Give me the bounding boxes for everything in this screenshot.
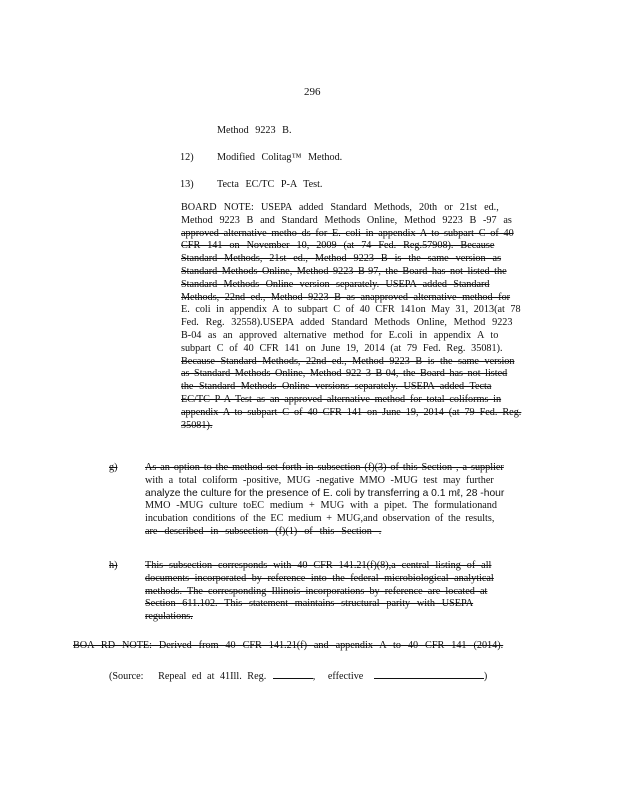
board-note-line: the Standard Methods Online versions separately. USEPA added Tecta [181,381,492,393]
subsection-g-line: are described in subsection (f)(1) of this Section . [145,525,382,537]
source-close: ) [483,671,488,682]
subsection-g-label: g) [109,462,118,473]
subsection-g-line: incubation conditions of the EC medium + MUG,and observation of the results, [145,513,495,525]
board-note-line: Standard Methods Online version separately. USEPA added Standard [181,278,490,290]
subsection-h-line: This subsection corresponds with 40 CFR 141.21(f)(8),a central listing of all [145,560,492,571]
method-9223b-line: Method 9223 B. [217,125,292,136]
subsection-g-line: with a total coliform -positive, MUG -negative MMO -MUG test may further [145,474,494,486]
subsection-g-line: analyze the culture for the presence of E. coli by transferring a 0.1 mℓ, 28 -hour [145,487,505,499]
subsection-g-line: MMO -MUG culture toEC medium + MUG with a pipet. The formulationand [145,500,497,512]
board-note-line: appendix A to subpart C of 40 CFR 141 on June 19, 2014 (at 79 Fed. Reg. [181,406,522,418]
page-number: 296 [304,86,321,98]
item-12-text: Modified Colitag™ Method. [217,152,343,163]
board-note-line: Standard Methods, 21st ed., Method 9223 B is the same version as [181,253,502,265]
source-comma: , [312,671,316,682]
source-line [109,668,487,682]
board-note-line: Methods, 22nd ed., Method 9223 B as anapproved alternative method for [181,291,511,303]
subsection-h-label: h) [109,560,118,571]
source-open: (Source: [109,671,144,682]
source-repeal: Repeal ed at 41Ill. Reg. [158,671,267,682]
board-note-line: as Standard Methods Online, Method 922 3 B-04, the Board has not listed [181,368,508,380]
board-note-line: B-04 as an approved alternative method for E.coli in appendix A to [181,329,499,341]
item-12-number: 12) [180,152,194,163]
subsection-h-line: regulations. [145,611,193,623]
board-note-final: BOA RD NOTE: Derived from 40 CFR 141.21(f) and appendix A to 40 CFR 141 (2014). [73,640,504,651]
subsection-g-line: As an option to the method set forth in subsection (f)(3) of this Section , a supplier [145,462,504,473]
subsection-h-line: documents incorporated by reference into the federal microbiological analytical [145,572,494,584]
board-note-line: approved alternative metho ds for E. coli in appendix A to subpart C of 40 [181,227,514,239]
board-note-line: CFR 141 on November 10, 2009 (at 74 Fed. Reg.57908). Because [181,240,495,252]
board-note-line: subpart C of 40 CFR 141 on June 19, 2014 (at 79 Fed. Reg. 35081). [181,342,503,354]
board-note-line: EC/TC P-A Test as an approved alternative method for total coliforms in [181,393,502,405]
item-13-number: 13) [180,179,194,190]
subsection-h-body [145,560,545,624]
board-note-line: Because Standard Methods, 22nd ed., Method 9223 B is the same version [181,355,515,367]
board-note-line: E. coli in appendix A to subpart C of 40 CFR 141on May 31, 2013(at 78 [181,304,521,316]
board-note-line: Standard Methods Online, Method 9223 B-97, the Board has not listed the [181,265,507,277]
board-note-line: 35081). [181,419,213,431]
board-note-line: Fed. Reg. 32558).USEPA added Standard Methods Online, Method 9223 [181,317,513,329]
item-13-text: Tecta EC/TC P-A Test. [217,179,323,190]
board-note-line: Method 9223 B and Standard Methods Online, Method 9223 B -97 as [181,214,512,226]
subsection-h-line: Section 611.102. This statement maintains structural parity with USEPA [145,598,474,610]
subsection-h-line: methods. The corresponding Illinois incorporations by reference are located at [145,585,488,597]
register-page-blank [273,668,313,679]
board-note-block [181,202,541,432]
board-note-line: BOARD NOTE: USEPA added Standard Methods, 20th or 21st ed., [181,202,499,213]
source-effective: effective [327,671,364,682]
effective-date-blank [374,668,484,679]
subsection-g-body [145,462,545,539]
